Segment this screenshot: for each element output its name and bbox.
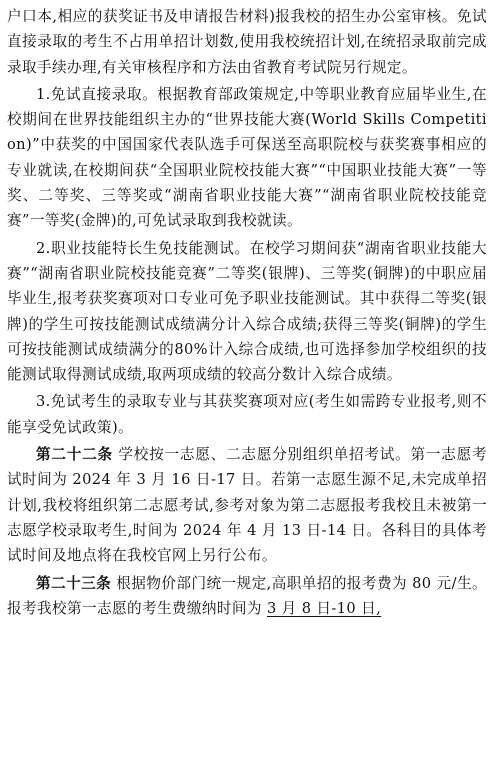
paragraph-intro bbox=[7, 4, 487, 80]
paragraph-skill-test-exemption bbox=[7, 236, 487, 388]
paragraph-exemption-direct-text: 1.免试直接录取。根据教育部政策规定,中等职业教育应届毕业生,在校期间在世界技能组织主办的“世界技能大赛(World Skills Competition)”中获奖的中国国家代表队选手可保送至高职院校与获奖赛事相应的专业就读,在校期间获“全国职业院校技能大赛”“中国职业技能大赛”一等奖、二等奖、三等奖或“湖南省职业技能大赛”“湖南省职业院校技能竞赛”一等奖(金牌)的,可免试录取到我校就读。 bbox=[7, 85, 487, 230]
paragraph-exemption-direct bbox=[7, 82, 487, 234]
article-22-body: 学校按一志愿、二志愿分别组织单招考试。第一志愿考试时间为 2024 年 3 月 16 日-17 日。若第一志愿生源不足,未完成单招计划,我校将组织第二志愿考试,参考对象为第二志愿报考我校且未被第一志愿学校录取考生,时间为 2024 年 4 月 13 日-14 日。各科目的具体考试时间及地点将在我校官网上另行公布。 bbox=[7, 446, 487, 565]
article-23 bbox=[7, 571, 487, 622]
paragraph-skill-test-exemption-text: 2.职业技能特长生免技能测试。在校学习期间获“湖南省职业技能大赛”“湖南省职业院校技能竞赛”二等奖(银牌)、三等奖(铜牌)的中职应届毕业生,报考获奖赛项对口专业可免予职业技能测试。其中获得二等奖(银牌)的学生可按技能测试成绩满分计入综合成绩;获得三等奖(铜牌)的学生可按技能测试成绩满分的80%计入综合成绩,也可选择参加学校组织的技能测试取得测试成绩,取两项成绩的较高分数计入综合成绩。 bbox=[7, 239, 487, 384]
paragraph-exemption-major-text: 3.免试考生的录取专业与其获奖赛项对应(考生如需跨专业报考,则不能享受免试政策)。 bbox=[7, 393, 487, 436]
paragraph-exemption-major bbox=[7, 389, 487, 440]
article-23-heading: 第二十三条 bbox=[36, 574, 112, 592]
article-23-body: 根据物价部门统一规定,高职单招的报考费为 80 元/生。报考我校第一志愿的考生费缴纳时间为 bbox=[7, 574, 487, 617]
paragraph-intro-text: 户口本,相应的获奖证书及申请报告材料)报我校的招生办公室审核。免试直接录取的考生不占用单招计划数,使用我校统招计划,在统招录取前完成录取手续办理,有关审核程序和方法由省教育考试院另行规定。 bbox=[7, 8, 487, 76]
article-22-heading: 第二十二条 bbox=[36, 446, 113, 464]
article-23-date-underlined: 3 月 8 日-10 日, bbox=[266, 599, 382, 617]
article-22 bbox=[7, 442, 487, 568]
